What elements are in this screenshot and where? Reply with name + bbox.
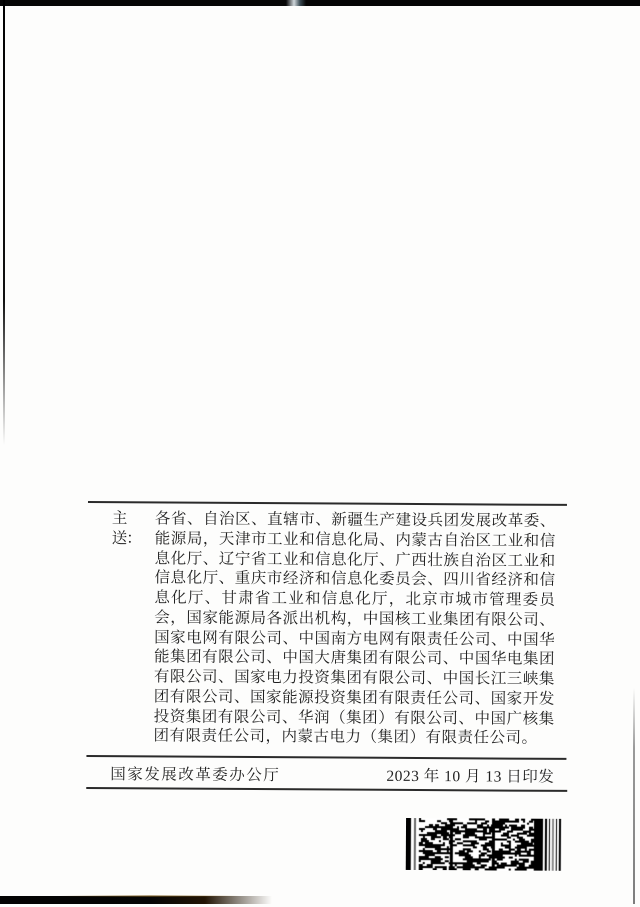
- scan-edge-left: [3, 0, 5, 445]
- recipients-line: 会，国家能源局各派出机构，中国核工业集团有限公司、: [154, 609, 556, 629]
- print-tracking-barcode-image: [406, 818, 563, 871]
- issuing-office: 国家发展改革委办公厅: [110, 766, 281, 785]
- recipients-line: 团有限公司、国家能源投资集团有限责任公司、国家开发: [153, 688, 555, 708]
- recipients-line: 有限公司、国家电力投资集团有限公司、中国长江三峡集: [153, 668, 555, 688]
- separator-line-top: [88, 501, 567, 506]
- recipients-line: 投资集团有限公司、华润（集团）有限公司、中国广核集: [153, 707, 555, 728]
- recipients-line: 息化厅、甘肃省工业和信息化厅，北京市城市管理委员: [154, 589, 556, 609]
- print-date: 2023 年 10 月 13 日印发: [386, 767, 555, 786]
- colophon-line-bottom: [86, 787, 567, 792]
- recipients-line: 国家电网有限公司、中国南方电网有限责任公司、中国华: [154, 628, 556, 649]
- recipients-line: 能源局，天津市工业和信息化局、内蒙古自治区工业和信: [154, 530, 556, 550]
- scan-edge-top: [0, 0, 640, 6]
- recipients-text: [153, 509, 555, 748]
- scan-edge-bottom-tint: [60, 895, 240, 897]
- scan-edge-right: [633, 688, 635, 904]
- distribution-block: [110, 509, 555, 749]
- recipients-line: 信息化厅、重庆市经济和信息化委员会、四川省经济和信: [154, 569, 556, 590]
- recipients-line: 能集团有限公司、中国大唐集团有限公司、中国华电集团: [153, 648, 556, 669]
- recipients-line: 各省、自治区、直辖市、新疆生产建设兵团发展改革委、: [154, 510, 556, 530]
- recipients-label: 主送：: [111, 510, 141, 548]
- recipients-line: 团有限责任公司，内蒙古电力（集团）有限责任公司。: [153, 727, 538, 748]
- colophon-row: [110, 762, 554, 787]
- colophon-line-top: [86, 755, 566, 760]
- scan-edge-bottom-left: [0, 896, 274, 904]
- recipients-line: 息化厅、辽宁省工业和信息化厅、广西壮族自治区工业和: [154, 549, 556, 570]
